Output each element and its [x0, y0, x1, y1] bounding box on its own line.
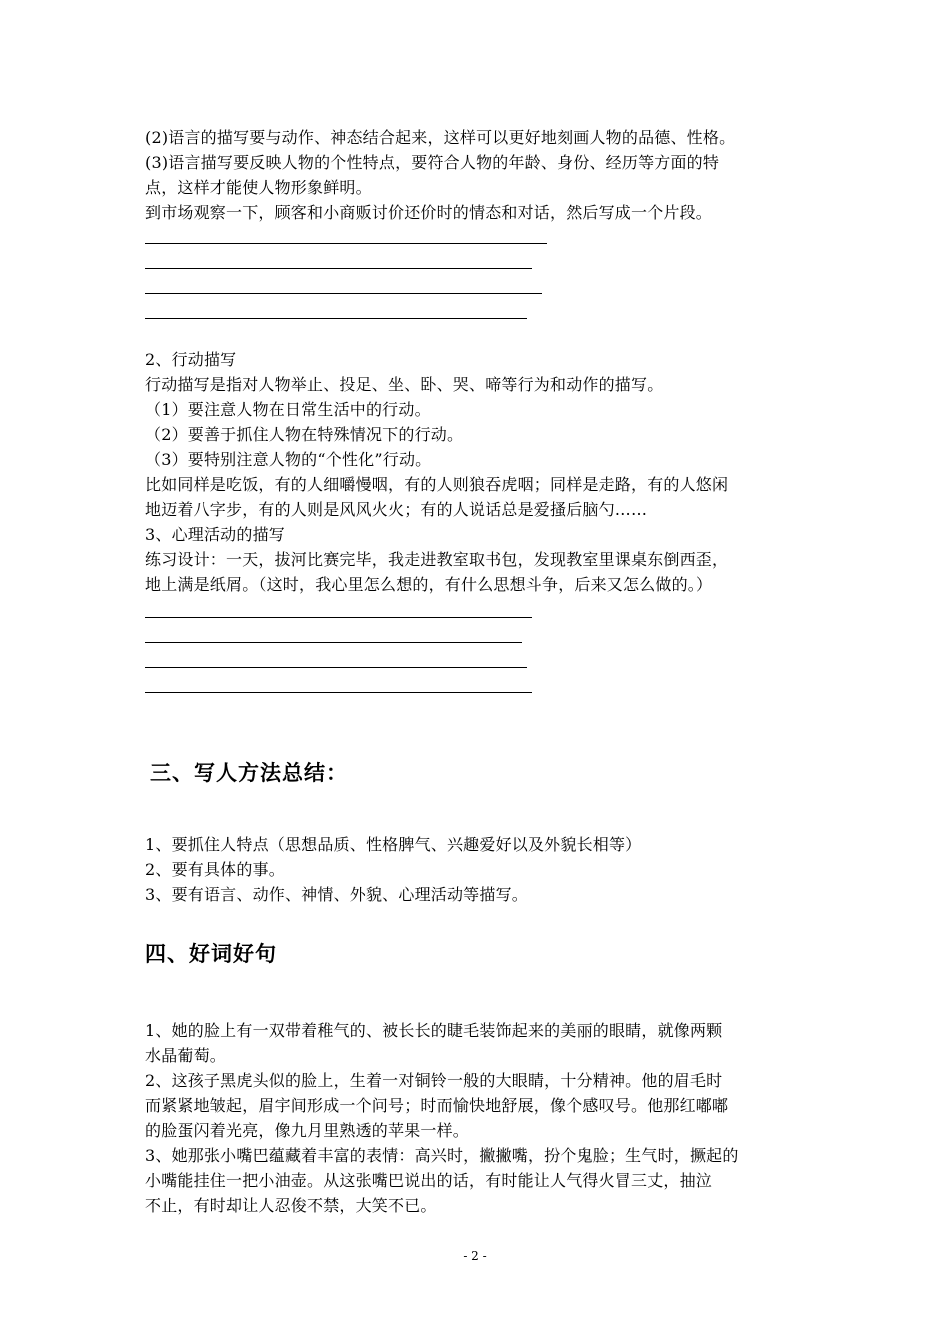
paragraph-line: (2)语言的描写要与动作、神态结合起来，这样可以更好地刻画人物的品德、性格。 — [145, 128, 736, 147]
paragraph-line: 而紧紧地皱起，眉宇间形成一个问号；时而愉快地舒展，像个感叹号。他那红嘟嘟 — [145, 1096, 729, 1115]
paragraph-line: 水晶葡萄。 — [145, 1046, 227, 1065]
section-title-mind: 3、心理活动的描写 — [145, 525, 285, 544]
answer-blank-line — [145, 667, 527, 668]
answer-blank-line — [145, 642, 522, 643]
paragraph-line: 1、她的脸上有一双带着稚气的、被长长的睫毛装饰起来的美丽的眼睛，就像两颗 — [145, 1021, 723, 1040]
answer-blank-line — [145, 318, 527, 319]
paragraph-line: （2）要善于抓住人物在特殊情况下的行动。 — [145, 425, 464, 444]
answer-blank-line — [145, 692, 532, 693]
list-item: 3、要有语言、动作、神情、外貌、心理活动等描写。 — [145, 885, 528, 904]
heading-summary: 三、写人方法总结： — [150, 760, 348, 785]
answer-blank-line — [145, 617, 532, 618]
paragraph-line: 不止，有时却让人忍俊不禁，大笑不已。 — [145, 1196, 437, 1215]
paragraph-line: 的脸蛋闪着光亮，像九月里熟透的苹果一样。 — [145, 1121, 470, 1140]
answer-blank-line — [145, 268, 532, 269]
section-title-action: 2、行动描写 — [145, 350, 237, 369]
list-item: 2、要有具体的事。 — [145, 860, 285, 879]
heading-phrases: 四、好词好句 — [145, 941, 277, 966]
answer-blank-line — [145, 293, 542, 294]
answer-blank-line — [145, 243, 547, 244]
list-item: 1、要抓住人特点（思想品质、性格脾气、兴趣爱好以及外貌长相等） — [145, 835, 642, 854]
paragraph-line: 地迈着八字步，有的人则是风风火火；有的人说话总是爱搔后脑勺…… — [145, 500, 648, 519]
paragraph-line: 练习设计：一天，拔河比赛完毕，我走进教室取书包，发现教室里课桌东倒西歪， — [145, 550, 729, 569]
paragraph-line: 2、这孩子黑虎头似的脸上，生着一对铜铃一般的大眼睛，十分精神。他的眉毛时 — [145, 1071, 723, 1090]
page-number: - 2 - — [463, 1249, 487, 1263]
paragraph-line: 地上满是纸屑。（这时，我心里怎么想的，有什么思想斗争，后来又怎么做的。） — [145, 575, 713, 594]
paragraph-line: （1）要注意人物在日常生活中的行动。 — [145, 400, 431, 419]
paragraph-line: 到市场观察一下，顾客和小商贩讨价还价时的情态和对话，然后写成一个片段。 — [145, 203, 713, 222]
paragraph-line: 比如同样是吃饭，有的人细嚼慢咽，有的人则狼吞虎咽；同样是走路，有的人悠闲 — [145, 475, 729, 494]
paragraph-line: (3)语言描写要反映人物的个性特点，要符合人物的年龄、身份、经历等方面的特 — [145, 153, 720, 172]
paragraph-line: （3）要特别注意人物的“个性化”行动。 — [145, 450, 432, 469]
paragraph-line: 点，这样才能使人物形象鲜明。 — [145, 178, 372, 197]
paragraph-line: 3、她那张小嘴巴蕴藏着丰富的表情：高兴时，撇撇嘴，扮个鬼脸；生气时，撅起的 — [145, 1146, 739, 1165]
paragraph-line: 小嘴能挂住一把小油壶。从这张嘴巴说出的话，有时能让人气得火冒三丈，抽泣 — [145, 1171, 713, 1190]
paragraph-line: 行动描写是指对人物举止、投足、坐、卧、哭、啼等行为和动作的描写。 — [145, 375, 664, 394]
